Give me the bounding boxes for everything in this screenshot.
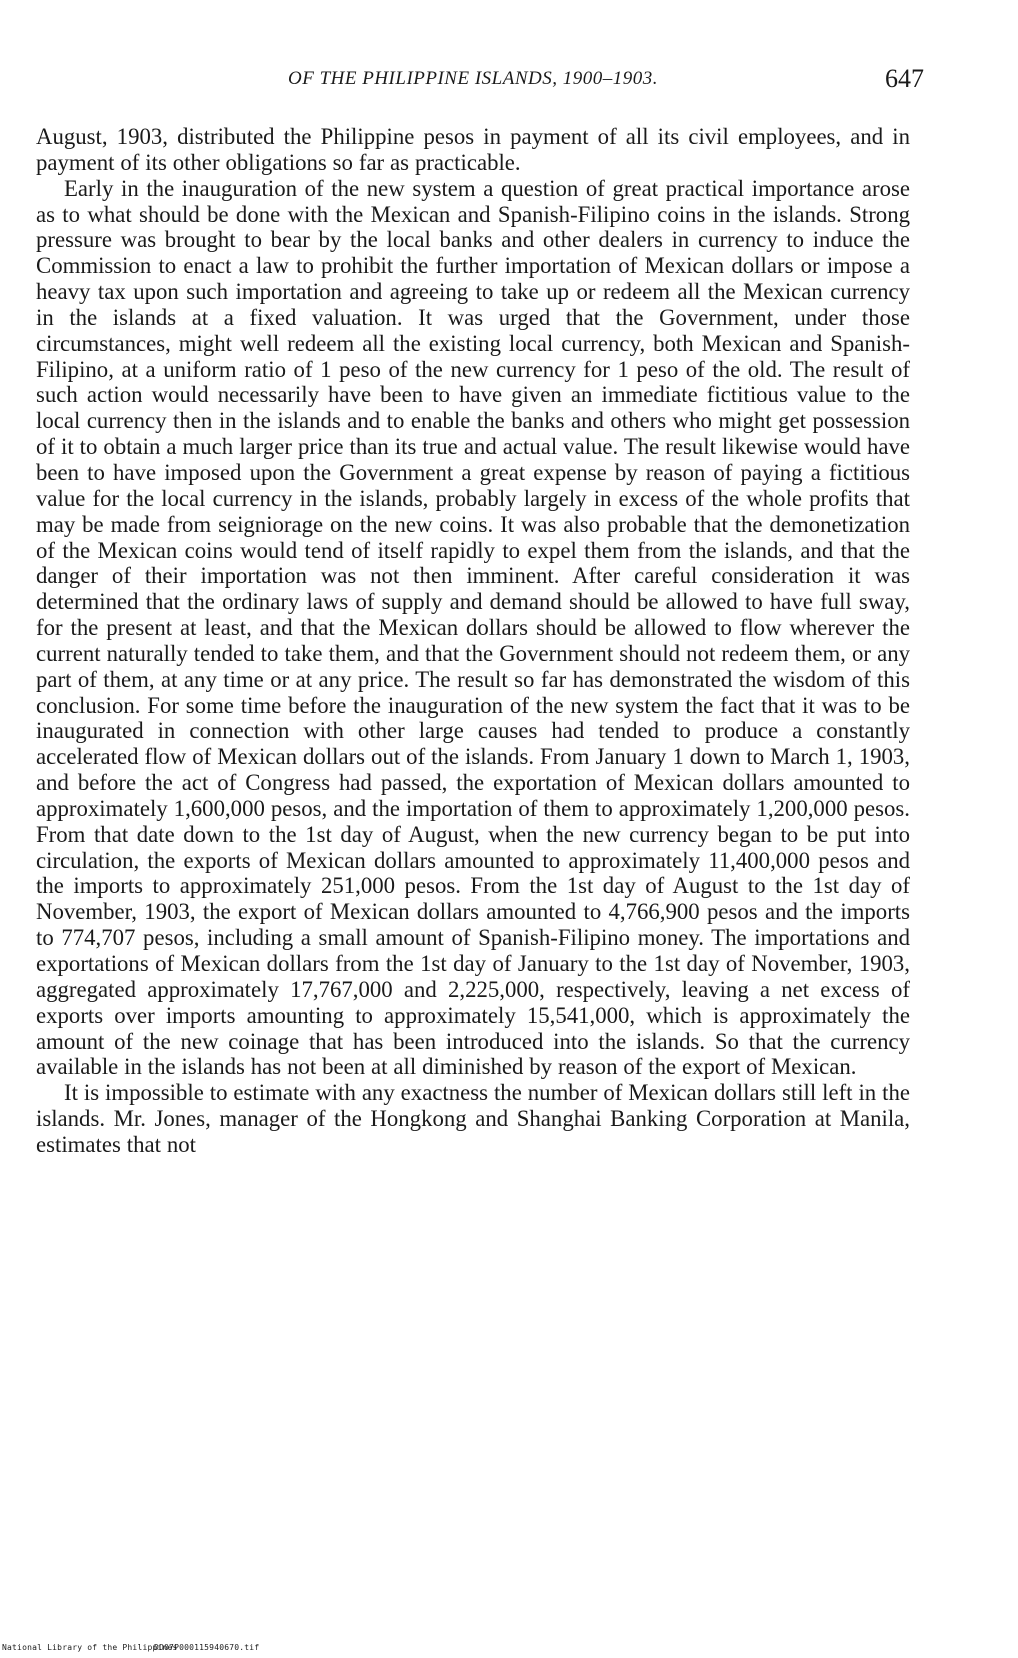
paragraph-estimate: It is impossible to estimate with any exactness the number of Mexican dollars still left in the islands. Mr. Jones, manager of the Hongkong and Shanghai Banking Corporation at Manila, estimates that not	[36, 1080, 910, 1157]
running-header	[36, 64, 924, 98]
footer-library-name: National Library of the Philippines	[2, 1643, 178, 1652]
body-text	[36, 124, 910, 1158]
scan-footer	[0, 1638, 1018, 1652]
page-number: 647	[885, 64, 924, 93]
footer-file-id: DO07P000115940670.tif	[154, 1643, 260, 1652]
paragraph-mexican-coins: Early in the inauguration of the new system a question of great practical importance arose as to what should be done with the Mexican and Spanish-Filipino coins in the islands. Strong pressure was brought to bear by the local banks and other dealers in currency to induce the Commission to enact a law to prohibit the further importation of Mexican dollars or impose a heavy tax upon such importation and agreeing to take up or redeem all the Mexican currency in the islands at a fixed valuation. It was urged that the Government, under those circumstances, might well redeem all the existing local currency, both Mexican and Spanish-Filipino, at a uniform ratio of 1 peso of the new currency for 1 peso of the old. The result of such action would necessarily have been to have given an immediate fictitious value to the local currency then in the islands and to enable the banks and others who might get possession of it to obtain a much larger price than its true and actual value. The result likewise would have been to have imposed upon the Government a great expense by reason of paying a fictitious value for the local currency in the islands, probably largely in excess of the whole profits that may be made from seigniorage on the new coins. It was also probable that the demonetization of the Mexican coins would tend of itself rapidly to expel them from the islands, and that the danger of their importation was not then imminent. After careful consideration it was determined that the ordinary laws of supply and demand should be allowed to have full sway, for the present at least, and that the Mexican dollars should be allowed to flow wherever the current naturally tended to take them, and that the Government should not redeem them, or any part of them, at any time or at any price. The result so far has demonstrated the wisdom of this conclusion. For some time before the inauguration of the new system the fact that it was to be inaugurated in connection with other large causes had tended to produce a constantly accelerated flow of Mexican dollars out of the islands. From January 1 down to March 1, 1903, and before the act of Congress had passed, the exportation of Mexican dollars amounted to approximately 1,600,000 pesos, and the importation of them to approximately 1,200,000 pesos. From that date down to the 1st day of August, when the new currency began to be put into circulation, the exports of Mexican dollars amounted to approximately 11,400,000 pesos and the imports to approximately 251,000 pesos. From the 1st day of August to the 1st day of November, 1903, the export of Mexican dollars amounted to 4,766,900 pesos and the imports to 774,707 pesos, including a small amount of Spanish-Filipino money. The importations and exportations of Mexican dollars from the 1st day of January to the 1st day of November, 1903, aggregated approximately 17,767,000 and 2,225,000, respectively, leaving a net excess of exports over imports amounting to approximately 15,541,000, which is approximately the amount of the new coinage that has been introduced into the islands. So that the currency available in the islands has not been at all diminished by reason of the export of Mexican.	[36, 175, 910, 1080]
running-title: OF THE PHILIPPINE ISLANDS, 1900–1903.	[288, 68, 658, 89]
paragraph-continuation: August, 1903, distributed the Philippine pesos in payment of all its civil employees, and in payment of its other obligations so far as practicable.	[36, 124, 910, 175]
